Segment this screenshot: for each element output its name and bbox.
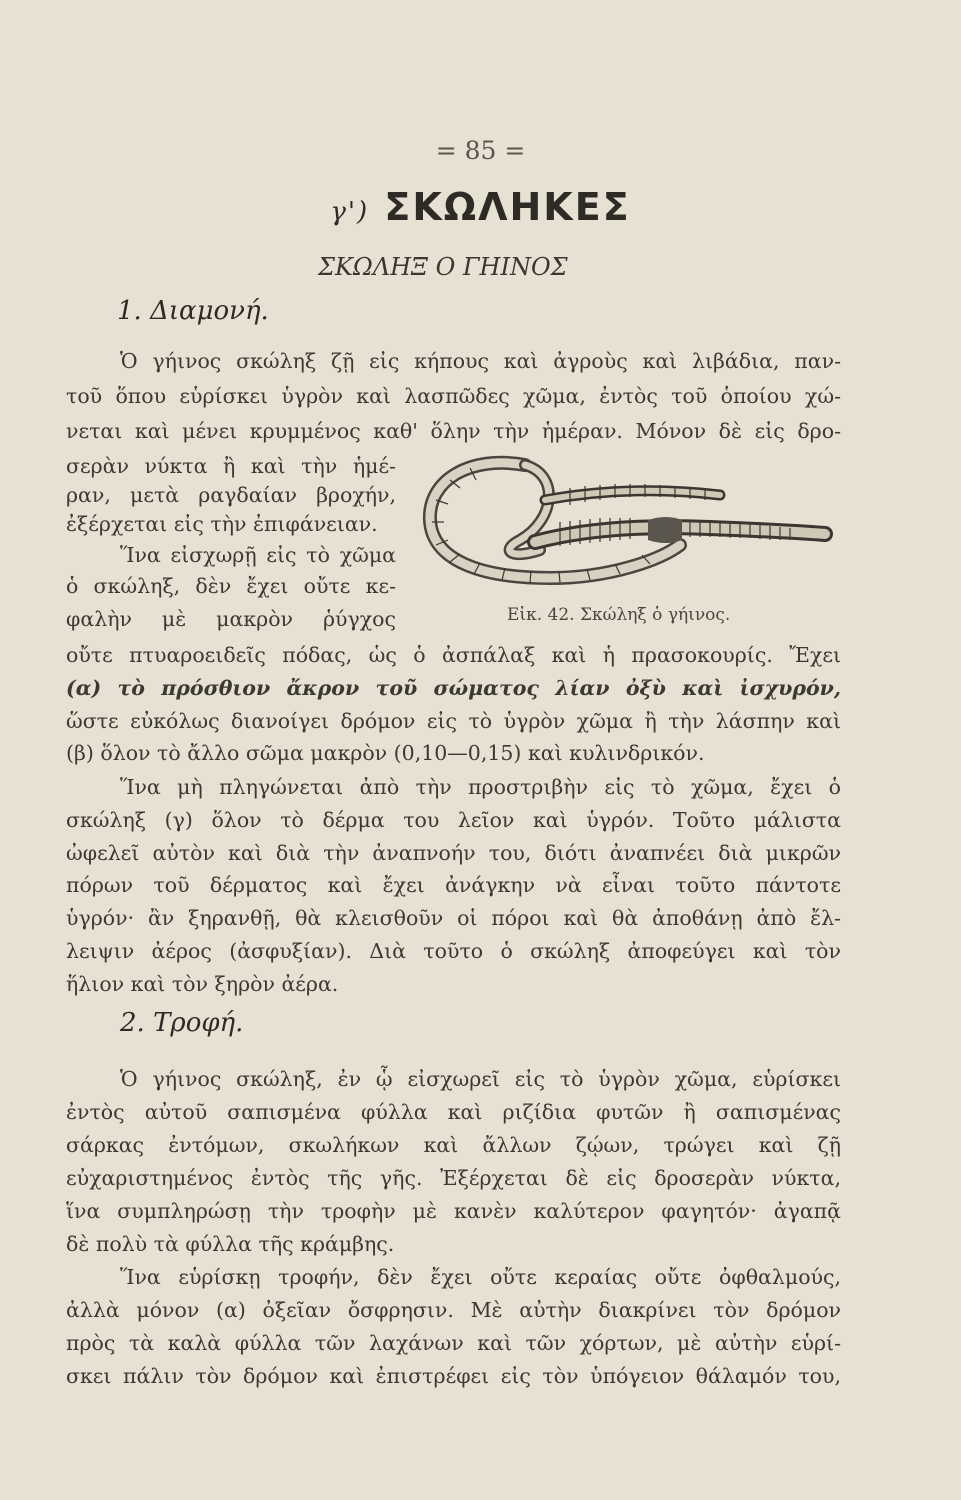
text-line: ἀλλὰ μόνον (α) ὀξεῖαν ὄσφρησιν. Μὲ αὐτὴν διακρίνει τὸν δρόμον	[66, 1298, 841, 1322]
text-line: πόρων τοῦ δέρματος καὶ ἔχει ἀνάγκην νὰ εἶναι τοῦτο πάντοτε	[66, 873, 841, 897]
text-line: ἐξέρχεται εἰς τὴν ἐπιφάνειαν.	[66, 512, 378, 536]
text-line: τοῦ ὅπου εὑρίσκει ὑγρὸν καὶ λασπῶδες χῶμα, ἐντὸς τοῦ ὁποίου χώ-	[66, 384, 841, 408]
text-line: σκει πάλιν τὸν δρόμον καὶ ἐπιστρέφει εἰς τὸν ὑπόγειον θάλαμόν του,	[66, 1364, 841, 1388]
text-line: Ἵνα εἰσχωρῇ εἰς τὸ χῶμα	[120, 543, 396, 567]
text-line: νεται καὶ μένει κρυμμένος καθ' ὅλην τὴν ἡμέραν. Μόνον δὲ εἰς δρο-	[66, 419, 841, 443]
chapter-title	[0, 185, 961, 229]
text-line: σερὰν νύκτα ἢ καὶ τὴν ἡμέ-	[66, 454, 396, 478]
page-number: = 85 =	[435, 136, 526, 165]
text-line: λειψιν ἀέρος (ἀσφυξίαν). Διὰ τοῦτο ὁ σκώληξ ἀποφεύγει καὶ τὸν	[66, 939, 841, 963]
section-heading-dwelling: 1. Διαμονή.	[117, 296, 269, 326]
section-heading-food: 2. Τροφή.	[120, 1008, 244, 1038]
text-line: ὠφελεῖ αὐτὸν καὶ διὰ τὴν ἀναπνοήν του, διότι ἀναπνέει διὰ μικρῶν	[66, 841, 841, 865]
text-line: ὁ σκώληξ, δὲν ἔχει οὔτε κε-	[66, 574, 396, 598]
text-line: Ἵνα εὑρίσκῃ τροφήν, δὲν ἔχει οὔτε κεραίας οὔτε ὀφθαλμούς,	[120, 1265, 841, 1289]
section-subtitle: ΣΚΩΛΗΞ Ο ΓΗΙΝΟΣ	[318, 253, 568, 281]
text-line: (α) τὸ πρόσθιον ἄκρον τοῦ σώματος λίαν ὀξὺ καὶ ἰσχυρόν,	[66, 676, 841, 700]
text-line: ἥλιον καὶ τὸν ξηρὸν ἀέρα.	[66, 972, 339, 996]
text-line: ραν, μετὰ ραγδαίαν βροχήν,	[66, 483, 396, 507]
text-line: δὲ πολὺ τὰ φύλλα τῆς κράμβης.	[66, 1232, 395, 1256]
text-line: πρὸς τὰ καλὰ φύλλα τῶν λαχάνων καὶ τῶν χόρτων, μὲ αὐτὴν εὑρί-	[66, 1331, 841, 1355]
text-line: Ἵνα μὴ πληγώνεται ἀπὸ τὴν προστριβὴν εἰς τὸ χῶμα, ἔχει ὁ	[120, 775, 841, 799]
text-line: (β) ὅλον τὸ ἄλλο σῶμα μακρὸν (0,10—0,15) καὶ κυλινδρικόν.	[66, 741, 705, 765]
text-line: Ὁ γήινος σκώληξ, ἐν ᾧ εἰσχωρεῖ εἰς τὸ ὑγρὸν χῶμα, εὑρίσκει	[120, 1067, 841, 1091]
figure-caption: Εἰκ. 42. Σκώληξ ὁ γήινος.	[507, 605, 731, 625]
chapter-title-text: ΣΚΩΛΗΚΕΣ	[384, 185, 631, 229]
earthworm-illustration	[410, 450, 840, 610]
text-line: σκώληξ (γ) ὅλον τὸ δέρμα του λεῖον καὶ ὑγρόν. Τοῦτο μάλιστα	[66, 808, 841, 832]
text-line: οὔτε πτυαροειδεῖς πόδας, ὡς ὁ ἀσπάλαξ καὶ ἡ πρασοκουρίς. Ἔχει	[66, 643, 841, 667]
text-line: εὐχαριστημένος ἐντὸς τῆς γῆς. Ἐξέρχεται δὲ εἰς δροσερὰν νύκτα,	[66, 1166, 841, 1190]
text-line: σάρκας ἐντόμων, σκωλήκων καὶ ἄλλων ζῴων, τρώγει καὶ ζῇ	[66, 1133, 841, 1157]
text-line: φαλὴν μὲ μακρὸν ῥύγχος	[66, 607, 396, 631]
text-line: ἐντὸς αὐτοῦ σαπισμένα φύλλα καὶ ριζίδια φυτῶν ἢ σαπισμένας	[66, 1100, 841, 1124]
text-line: Ὁ γήινος σκώληξ ζῇ εἰς κήπους καὶ ἀγροὺς καὶ λιβάδια, παν-	[120, 349, 841, 373]
text-line: ὥστε εὐκόλως διανοίγει δρόμον εἰς τὸ ὑγρὸν χῶμα ἢ τὴν λάσπην καὶ	[66, 709, 841, 733]
chapter-letter: γ')	[330, 197, 370, 227]
text-line: ἵνα συμπληρώσῃ τὴν τροφὴν μὲ κανὲν καλύτερον φαγητόν· ἀγαπᾷ	[66, 1199, 841, 1223]
text-line: ὑγρόν· ἂν ξηρανθῇ, θὰ κλεισθοῦν οἱ πόροι καὶ θὰ ἀποθάνῃ ἀπὸ ἔλ-	[66, 906, 841, 930]
